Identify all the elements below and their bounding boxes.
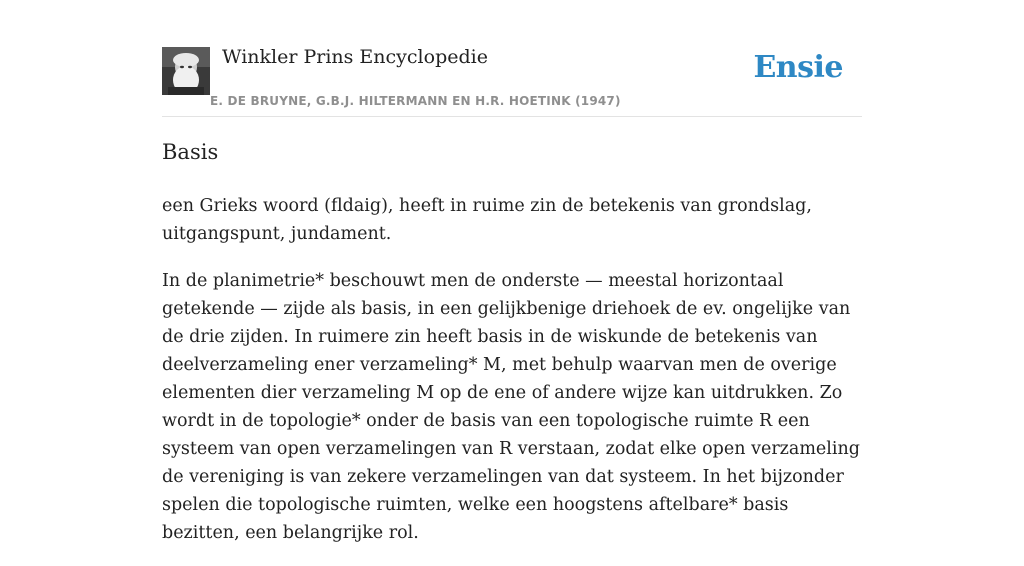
header	[162, 0, 862, 117]
source-title[interactable]: Winkler Prins Encyclopedie	[222, 46, 488, 68]
article-title: Basis	[162, 140, 219, 164]
brand-logo-link[interactable]: Ensie	[753, 50, 843, 85]
portrait-avatar-icon	[162, 47, 210, 95]
article-paragraph: een Grieks woord (fldaig), heeft in ruime zin de betekenis van grondslag, uitgangspunt, jundament.	[162, 196, 812, 244]
source-authors: E. DE BRUYNE, G.B.J. HILTERMANN EN H.R. HOETINK (1947)	[210, 94, 621, 108]
page	[162, 0, 862, 543]
article-paragraph: In de planimetrie* beschouwt men de onderste — meestal horizontaal getekende — zijde als basis, in een gelijkbenige driehoek de ev. ongelijke van de drie zijden. In ruimere zin heeft basis in de wiskunde de betekenis van deelverzameling ener verzameling* M, met behulp waarvan men de overige elementen dier verzameling M op de ene of andere wijze kan uitdrukken. Zo wordt in de topologie* onder de basis van een topologische ruimte R een systeem van open verzamelingen van R verstaan, zodat elke open verzameling de vereniging is van zekere verzamelingen van dat systeem. In het bijzonder spelen die topologische ruimten, welke een hoogstens aftelbare* basis bezitten, een belangrijke rol.	[162, 271, 860, 543]
article-body	[162, 192, 862, 566]
